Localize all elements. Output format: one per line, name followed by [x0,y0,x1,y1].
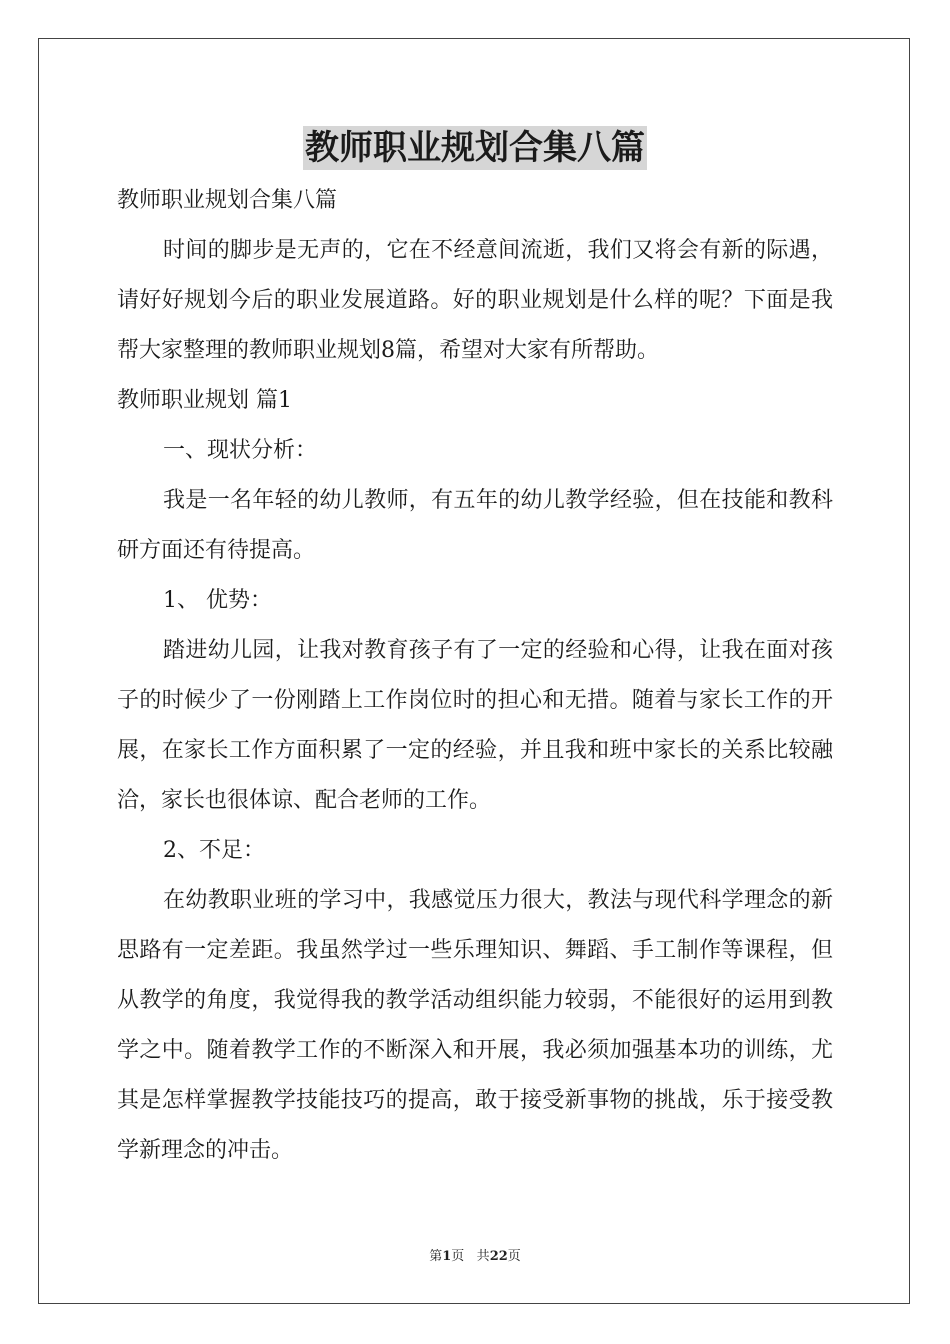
subheading-analysis: 一、现状分析： [163,438,318,463]
paragraph-analysis: 我是一名年轻的幼儿教师，有五年的幼儿教学经验，但在技能和教科研方面还有待提高。 [117,488,833,563]
paragraph-subtitle: 教师职业规划合集八篇 [117,188,338,213]
page-footer [0,1245,950,1264]
document-body [117,176,833,1176]
page-current: 1 [442,1249,452,1264]
page-suffix: 页 [451,1249,465,1264]
subheading-weaknesses: 2、不足： [163,838,265,863]
page-prefix: 第 [429,1249,443,1264]
paragraph-intro: 时间的脚步是无声的，它在不经意间流逝，我们又将会有新的际遇，请好好规划今后的职业发展道路。好的职业规划是什么样的呢？下面是我帮大家整理的教师职业规划8篇，希望对大家有所帮助。 [117,238,833,363]
total-suffix: 页 [507,1249,521,1264]
document-title: 教师职业规划合集八篇 [305,128,645,168]
page-total: 22 [489,1249,508,1264]
section-heading: 教师职业规划 篇1 [117,388,292,413]
total-prefix: 共 [476,1249,490,1264]
paragraph-strengths: 踏进幼儿园，让我对教育孩子有了一定的经验和心得，让我在面对孩子的时候少了一份刚踏上工作岗位时的担心和无措。随着与家长工作的开展，在家长工作方面积累了一定的经验，并且我和班中家长的关系比较融洽，家长也很体谅、配合老师的工作。 [117,638,833,813]
title-wrap [0,126,950,170]
subheading-strengths: 1、 优势： [163,588,272,613]
paragraph-weaknesses: 在幼教职业班的学习中，我感觉压力很大，教法与现代科学理念的新思路有一定差距。我虽然学过一些乐理知识、舞蹈、手工制作等课程，但从教学的角度，我觉得我的教学活动组织能力较弱，不能很好的运用到教学之中。随着教学工作的不断深入和开展，我必须加强基本功的训练，尤其是怎样掌握教学技能技巧的提高，敢于接受新事物的挑战，乐于接受教学新理念的冲击。 [117,888,833,1163]
